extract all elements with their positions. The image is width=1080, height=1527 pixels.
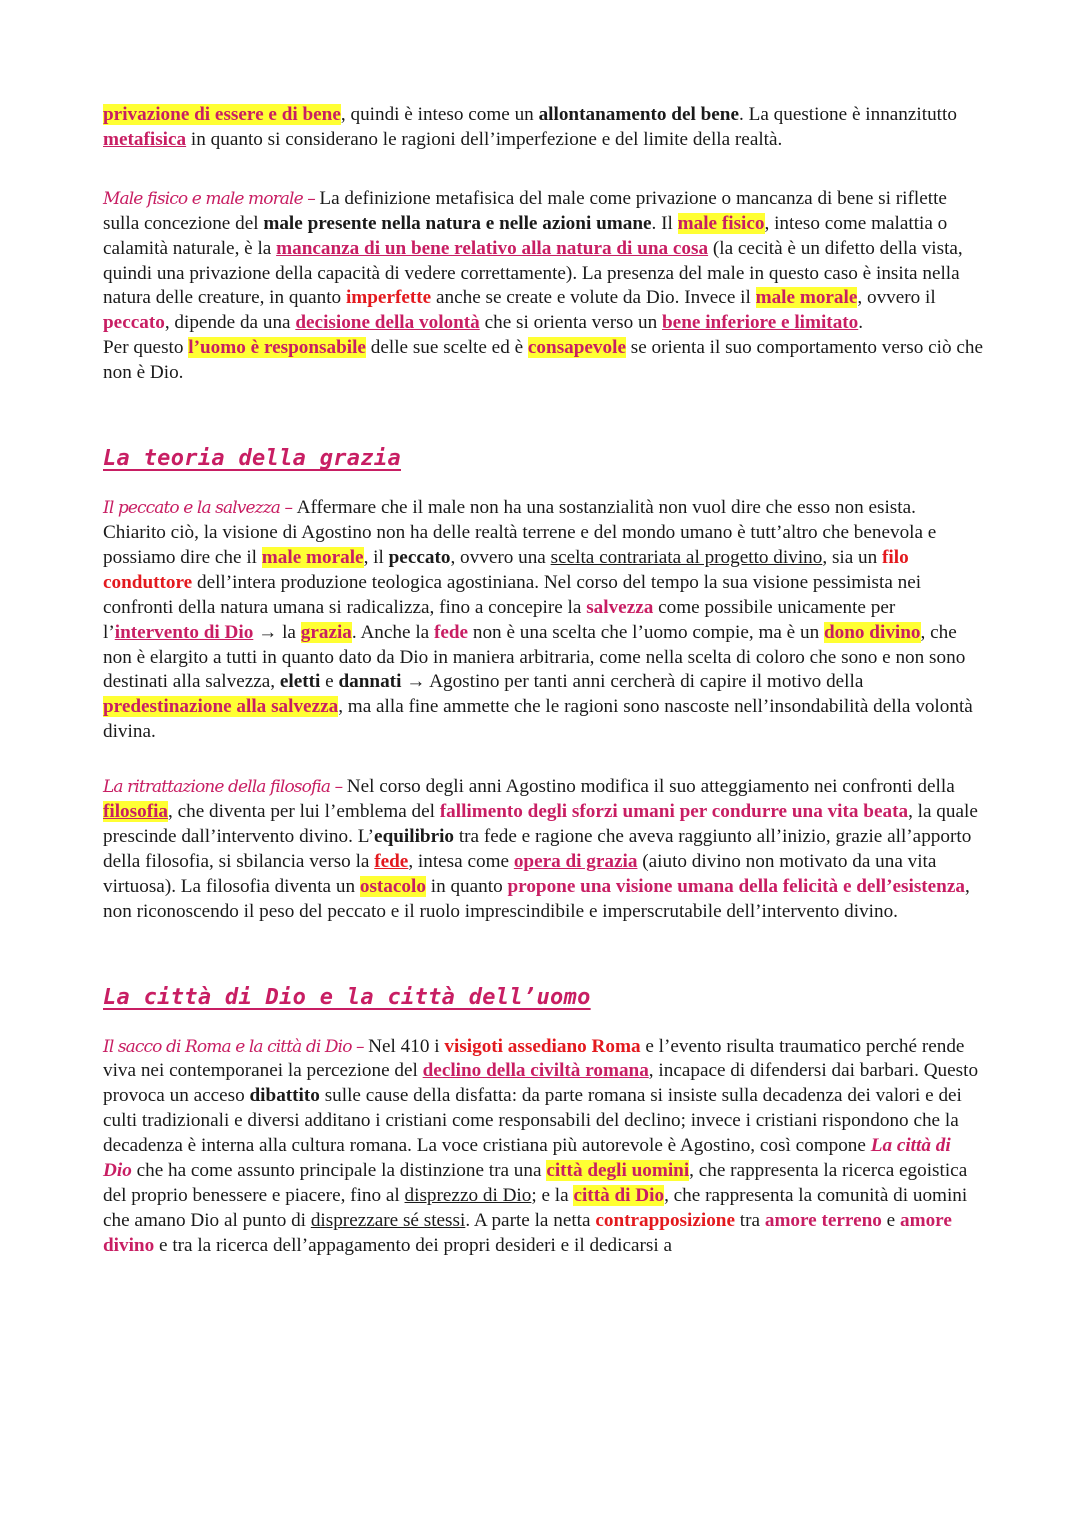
text-run: intervento di Dio [114, 621, 254, 643]
paragraph-ritrattazione-filosofia [103, 775, 983, 924]
text-run: bene inferiore e limitato [662, 312, 859, 334]
text-run: . A parte la netta [465, 1209, 596, 1231]
text-run: , che diventa per lui l’emblema del [168, 801, 440, 823]
text-run: l’uomo è responsabile [188, 337, 366, 359]
section-subtitle: La ritrattazione della filosofia – [103, 777, 347, 798]
text-run: opera di grazia [513, 850, 638, 872]
text-run: mancanza di un bene relativo alla natura di una cosa [276, 237, 709, 259]
text-run: fede [374, 850, 409, 872]
text-run: → Agostino per tanti anni cercherà di capire il motivo della [401, 671, 864, 693]
text-run: dannati [338, 671, 402, 693]
text-run: → la [253, 621, 301, 643]
text-run: , ovvero il [857, 287, 936, 309]
text-run: metafisica [103, 128, 187, 150]
text-run: Nel corso degli anni Agostino modifica il suo atteggiamento nei confronti della [346, 776, 955, 798]
text-run: tra fede e ragione che aveva raggiunto all’inizio, grazie all’apporto della filosofia, si sbilancia verso la [103, 825, 972, 872]
text-run: come possibile unicamente per l’ [103, 596, 896, 643]
paragraph-peccato-salvezza [103, 496, 983, 745]
text-run: dibattito [249, 1085, 320, 1107]
text-run: , quindi è inteso come un [340, 104, 539, 125]
text-run: peccato [103, 312, 165, 334]
text-run: . Il [651, 212, 678, 234]
text-run: non è una scelta che l’uomo compie, ma è un [468, 621, 824, 643]
document-page [103, 103, 983, 1259]
text-run: Affermare che il male non ha una sostanzialità non vuol dire che esso non esista. Chiarito ciò, la visione di Agostino non ha delle realtà terrene e del mondo umano è tutt’altro che benevola e possiamo dire che il [103, 497, 937, 568]
text-run: , che rappresenta la ricerca egoistica del proprio benessere e piacere, fino al [103, 1160, 968, 1206]
text-run: , la quale prescinde dall’intervento divino. L’ [103, 801, 978, 847]
text-run: , che non è elargito a tutti in quanto dato da Dio in maniera arbitraria, come nella scelta di coloro che sono e non sono destinati alla salvezza, [103, 621, 966, 693]
text-run: propone una visione umana della felicità e dell’esistenza [507, 875, 965, 897]
text-run: . Anche la [351, 621, 434, 643]
text-run: filo conduttore [103, 546, 909, 593]
text-run: amore divino [103, 1209, 952, 1256]
text-run: imperfette [345, 287, 432, 309]
text-run: visigoti assediano Roma [444, 1035, 641, 1057]
heading-citta-di-dio: La città di Dio e la città dell’uomo [103, 984, 591, 1010]
text-run: amore terreno [764, 1209, 882, 1231]
text-run: Nel 410 i [368, 1035, 445, 1057]
text-run: contrapposizione [595, 1209, 735, 1231]
text-run: filosofia [103, 801, 169, 823]
text-run: che si orienta verso un [479, 312, 663, 334]
text-run: Per questo [103, 337, 189, 359]
paragraph-sacco-di-roma [103, 1035, 983, 1259]
text-run: fede [433, 621, 469, 643]
text-run: città degli uomini [546, 1160, 690, 1182]
text-run: anche se create e volute da Dio. Invece il [431, 287, 756, 309]
text-run: che ha come assunto principale la distinzione tra una [131, 1160, 547, 1182]
paragraph-responsabilita [103, 336, 983, 386]
text-run: , sia un [822, 546, 883, 568]
text-run: male presente nella natura e nelle azioni umane [263, 212, 652, 234]
text-run: , incapace di difendersi dai barbari. Questo provoca un acceso [103, 1060, 979, 1107]
text-run: città di Dio [573, 1185, 665, 1206]
text-run: predestinazione alla salvezza [103, 696, 339, 718]
text-run: , inteso come malattia o calamità naturale, è la [103, 212, 948, 259]
text-run: decisione della volontà [295, 312, 480, 334]
text-run: disprezzare sé stessi [310, 1209, 466, 1231]
text-run: disprezzo di Dio [404, 1185, 532, 1206]
text-run: e tra la ricerca dell’appagamento dei propri desideri e il dedicarsi a [154, 1234, 673, 1256]
text-run: ; e la [531, 1185, 574, 1206]
text-run: male morale [755, 287, 858, 309]
text-run: e l’evento risulta traumatico perché rende viva nei contemporanei la percezione del [103, 1035, 965, 1082]
text-run: salvezza [586, 596, 654, 618]
text-run: , che rappresenta la comunità di uomini che amano Dio al punto di [103, 1185, 968, 1231]
text-run: delle sue scelte ed è [365, 337, 528, 359]
paragraph-male-fisico-morale [103, 187, 983, 336]
text-run: dell’intera produzione teologica agostiniana. Nel corso del tempo la sua visione pessimista nei confronti della natura umana si radicalizza, fino a concepire la [103, 571, 922, 618]
text-run: peccato [388, 546, 451, 568]
text-run: , ma alla fine ammette che le ragioni sono nascoste nell’insondabilità della volontà divina. [103, 696, 973, 743]
text-run: dono divino [823, 621, 921, 643]
text-run: , il [363, 546, 389, 568]
text-run: in quanto [425, 875, 508, 897]
text-run: , ovvero una [450, 546, 551, 568]
text-run: ostacolo [359, 875, 426, 897]
text-run: La definizione metafisica del male come privazione o mancanza di bene si riflette sulla concezione del [103, 187, 947, 234]
text-run: scelta contrariata al progetto divino [550, 546, 823, 568]
text-run: e [320, 671, 339, 693]
text-run: declino della civiltà romana [422, 1060, 649, 1082]
text-run: equilibrio [374, 825, 455, 847]
text-run: privazione di essere e di bene [103, 104, 341, 125]
text-run: consapevole [527, 337, 626, 359]
text-run: se orienta il suo comportamento verso ciò che non è Dio. [103, 337, 983, 384]
text-run: e [881, 1209, 900, 1231]
text-run: , non riconoscendo il peso del peccato e il ruolo imprescindibile e imperscrutabile dell’intervento divino. [103, 875, 970, 922]
text-run: . La questione è innanzitutto [739, 104, 957, 125]
text-run: . [858, 312, 864, 334]
text-run: , dipende da una [164, 312, 296, 334]
text-run: (la cecità è un difetto della vista, quindi una privazione della capacità di vedere correttamente). La presenza del male in questo caso è insita nella natura delle creature, in quanto [103, 237, 963, 309]
text-run: grazia [300, 621, 352, 643]
section-subtitle: Il peccato e la salvezza – [103, 498, 297, 519]
text-run: sulle cause della disfatta: da parte romana si insiste sulla decadenza dei valori e dei culti tradizionali e diversi additano i cristiani come responsabili del declino; invece i cristiani rispondono che la decadenza è interna alla cultura romana. La voce cristiana più autorevole è Agostino, così compone [103, 1085, 962, 1157]
text-run: (aiuto divino non motivato da una vita virtuosa). La filosofia diventa un [103, 850, 937, 897]
section-subtitle: Il sacco di Roma e la città di Dio – [103, 1036, 369, 1057]
text-run: male morale [261, 546, 364, 568]
text-run: male fisico [677, 212, 765, 234]
text-run: La città di Dio [103, 1135, 951, 1182]
paragraph-intro [103, 103, 983, 153]
text-run: tra [735, 1209, 765, 1231]
text-run: in quanto si considerano le ragioni dell’imperfezione e del limite della realtà. [186, 128, 783, 150]
text-run: allontanamento del bene [538, 104, 739, 125]
section-subtitle: Male fisico e male morale – [103, 188, 320, 209]
heading-teoria-grazia: La teoria della grazia [103, 446, 401, 472]
text-run: fallimento degli sforzi umani per condurre una vita beata [439, 801, 909, 823]
text-run: , intesa come [408, 850, 514, 872]
text-run: eletti [279, 671, 321, 693]
